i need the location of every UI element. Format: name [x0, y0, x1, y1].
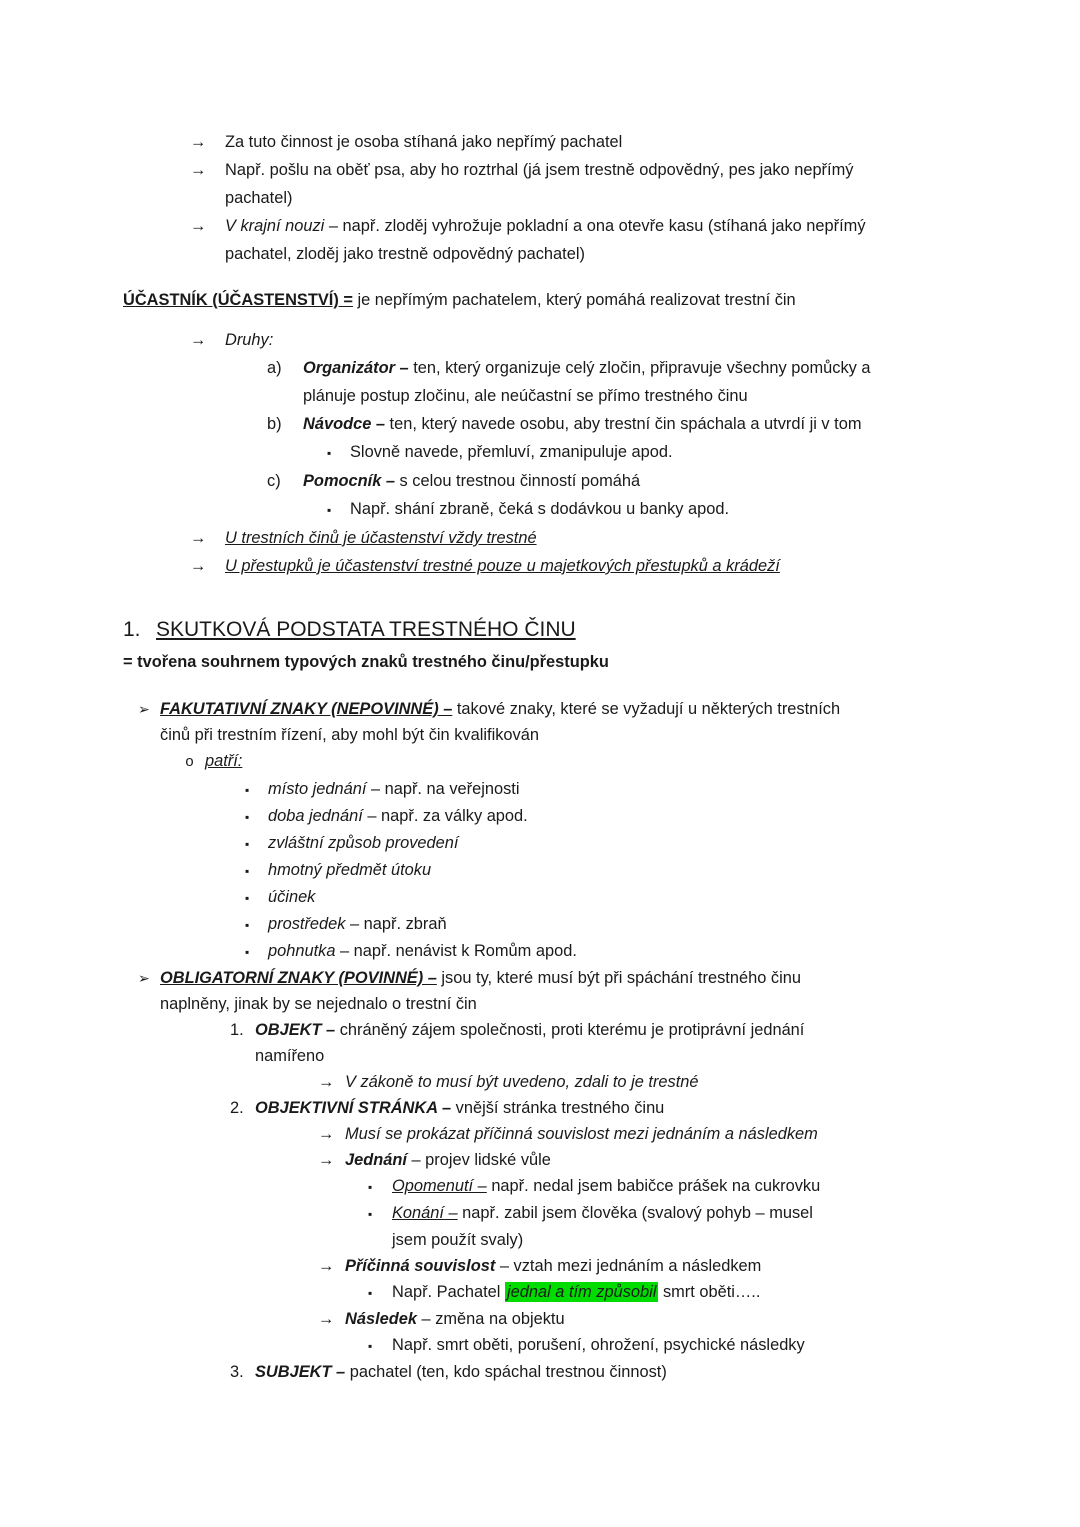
bullet-text: Musí se prokázat příčinná souvislost mezi jednáním a následkem: [345, 1125, 818, 1143]
number-marker: 2.: [230, 1099, 244, 1117]
item-text: činů při trestním řízení, aby mohl být čin kvalifikován: [160, 726, 539, 744]
section-body: [123, 696, 963, 1385]
item-text: OBLIGATORNÍ ZNAKY (POVINNÉ) – jsou ty, které musí být při spáchání trestného činu: [160, 969, 801, 987]
ucastnik-definition: [123, 286, 963, 314]
letter-marker: c): [267, 472, 281, 490]
square-bullet-marker: ▪: [327, 446, 332, 460]
sub-bullet-item: [123, 938, 963, 965]
lettered-item: [123, 354, 963, 382]
znak-item: [123, 965, 963, 991]
item-text: Návodce – ten, který navede osobu, aby trestní čin spáchala a utvrdí ji v tom: [303, 415, 862, 433]
bullet-item: [123, 212, 963, 240]
item-text: OBJEKTIVNÍ STRÁNKA – vnější stránka trestného činu: [255, 1099, 665, 1117]
item-text: Pomocník – s celou trestnou činností pomáhá: [303, 472, 641, 490]
definition-text: ÚČASTNÍK (ÚČASTENSTVÍ) = je nepřímým pachatelem, který pomáhá realizovat trestní čin: [123, 291, 796, 309]
bullet-item: [123, 326, 963, 354]
bullet-item: [123, 1306, 963, 1332]
square-bullet-marker: ▪: [368, 1180, 373, 1194]
sub-bullet-item: [123, 911, 963, 938]
defined-term: FAKUTATIVNÍ ZNAKY (NEPOVINNÉ) –: [160, 700, 453, 718]
arrow-bullet-marker: →: [190, 529, 207, 547]
numbered-item: [123, 1359, 963, 1385]
arrow-bullet-marker: →: [190, 161, 207, 179]
sub-bullet-item: [123, 803, 963, 830]
continuation-line: [123, 1227, 963, 1253]
item-text: Slovně navede, přemluví, zmanipuluje apod.: [350, 443, 673, 461]
section-number: 1.: [123, 618, 141, 641]
bullet-item: [123, 1147, 963, 1173]
item-text: prostředek – např. zbraň: [268, 915, 447, 933]
intro-bullet-list: [123, 128, 963, 268]
section-title: SKUTKOVÁ PODSTATA TRESTNÉHO ČINU: [156, 618, 576, 641]
sub-item: [123, 748, 963, 776]
arrow-bullet-marker: →: [190, 331, 207, 349]
square-bullet-marker: ▪: [368, 1286, 373, 1300]
arrow-bullet-marker: →: [190, 557, 207, 575]
sub-bullet-item: [123, 438, 963, 467]
item-text: účinek: [268, 888, 316, 906]
item-text: hmotný předmět útoku: [268, 861, 432, 879]
defined-term: ÚČASTNÍK (ÚČASTENSTVÍ) =: [123, 291, 353, 309]
square-bullet-marker: ▪: [245, 864, 250, 878]
item-text: jsem použít svaly): [392, 1231, 524, 1249]
section-heading: [123, 613, 963, 646]
continuation-line: [123, 1043, 963, 1069]
znak-item: [123, 696, 963, 722]
highlighted-text: jednal a tím způsobil: [506, 1283, 657, 1301]
item-text: místo jednání – např. na veřejnosti: [268, 780, 520, 798]
square-bullet-marker: ▪: [368, 1207, 373, 1221]
sub-bullet-item: [123, 1200, 963, 1227]
lettered-item: [123, 467, 963, 495]
square-bullet-marker: ▪: [245, 918, 250, 932]
sub-bullet-item: [123, 495, 963, 524]
druhy-list: [123, 326, 963, 580]
arrowhead-bullet-marker: ➢: [138, 970, 150, 986]
bullet-text: V krajní nouzi – např. zloděj vyhrožuje pokladní a ona otevře kasu (stíhaná jako nepřímý: [225, 217, 866, 235]
sub-bullet-item: [123, 830, 963, 857]
item-text: Např. Pachatel jednal a tím způsobil smrt oběti…..: [392, 1283, 761, 1301]
sub-bullet-item: [123, 776, 963, 803]
item-text: OBJEKT – chráněný zájem společnosti, proti kterému je protiprávní jednání: [255, 1021, 805, 1039]
continuation-line: [123, 184, 963, 212]
sub-bullet-item: [123, 884, 963, 911]
bullet-text: pachatel, zloděj jako trestně odpovědný pachatel): [225, 245, 585, 263]
arrow-bullet-marker: →: [318, 1151, 335, 1169]
continuation-line: [123, 991, 963, 1017]
section-subtitle: = tvořena souhrnem typových znaků trestného činu/přestupku: [123, 653, 609, 671]
square-bullet-marker: ▪: [245, 945, 250, 959]
continuation-line: [123, 382, 963, 410]
item-text: Organizátor – ten, který organizuje celý zločin, připravuje všechny pomůcky a: [303, 359, 871, 377]
item-text: Např. shání zbraně, čeká s dodávkou u banky apod.: [350, 500, 730, 518]
sub-bullet-item: [123, 1279, 963, 1306]
bullet-item: [123, 156, 963, 184]
bullet-text: pachatel): [225, 189, 293, 207]
item-text: SUBJEKT – pachatel (ten, kdo spáchal trestnou činnost): [255, 1363, 667, 1381]
bullet-text: U trestních činů je účastenství vždy trestné: [225, 529, 537, 547]
item-text: doba jednání – např. za války apod.: [268, 807, 528, 825]
item-text: pohnutka – např. nenávist k Romům apod.: [268, 942, 577, 960]
arrow-bullet-marker: →: [190, 133, 207, 151]
numbered-item: [123, 1095, 963, 1121]
circle-bullet-marker: o: [185, 754, 195, 771]
bullet-item: [123, 524, 963, 552]
letter-marker: a): [267, 359, 282, 377]
item-text: FAKUTATIVNÍ ZNAKY (NEPOVINNÉ) – takové znaky, které se vyžadují u některých trestních: [160, 700, 841, 718]
square-bullet-marker: ▪: [245, 810, 250, 824]
numbered-item: [123, 1017, 963, 1043]
item-text: Např. smrt oběti, porušení, ohrožení, psychické následky: [392, 1336, 805, 1354]
defined-term: OBLIGATORNÍ ZNAKY (POVINNÉ) –: [160, 969, 437, 987]
item-text: Konání – např. zabil jsem člověka (svalový pohyb – musel: [392, 1204, 813, 1222]
number-marker: 1.: [230, 1021, 244, 1039]
item-text: namířeno: [255, 1047, 325, 1065]
bullet-text: V zákoně to musí být uvedeno, zdali to je trestné: [345, 1073, 699, 1091]
lettered-item: [123, 410, 963, 438]
bullet-text: Příčinná souvislost – vztah mezi jednáním a následkem: [345, 1257, 762, 1275]
item-text: naplněny, jinak by se nejednalo o trestní čin: [160, 995, 477, 1013]
bullet-text: Jednání – projev lidské vůle: [345, 1151, 551, 1169]
bullet-item: [123, 1069, 963, 1095]
sub-bullet-item: [123, 1173, 963, 1200]
item-text: plánuje postup zločinu, ale neúčastní se přímo trestného činu: [303, 387, 748, 405]
square-bullet-marker: ▪: [245, 891, 250, 905]
arrow-bullet-marker: →: [318, 1073, 335, 1091]
bullet-item: [123, 1121, 963, 1147]
arrowhead-bullet-marker: ➢: [138, 701, 150, 717]
sub-bullet-item: [123, 857, 963, 884]
bullet-text: Za tuto činnost je osoba stíhaná jako nepřímý pachatel: [225, 133, 623, 151]
bullet-item: [123, 128, 963, 156]
bullet-text: U přestupků je účastenství trestné pouze u majetkových přestupků a krádeží: [225, 557, 780, 575]
item-text: patří:: [205, 752, 243, 770]
square-bullet-marker: ▪: [327, 503, 332, 517]
item-text: Opomenutí – např. nedal jsem babičce prášek na cukrovku: [392, 1177, 821, 1195]
number-marker: 3.: [230, 1363, 244, 1381]
sub-bullet-item: [123, 1332, 963, 1359]
arrow-bullet-marker: →: [318, 1125, 335, 1143]
arrow-bullet-marker: →: [190, 217, 207, 235]
square-bullet-marker: ▪: [368, 1339, 373, 1353]
bullet-text: Např. pošlu na oběť psa, aby ho roztrhal (já jsem trestně odpovědný, pes jako nepřímý: [225, 161, 854, 179]
bullet-text: Následek – změna na objektu: [345, 1310, 565, 1328]
arrow-bullet-marker: →: [318, 1257, 335, 1275]
bullet-item: [123, 552, 963, 580]
square-bullet-marker: ▪: [245, 837, 250, 851]
bullet-item: [123, 1253, 963, 1279]
continuation-line: [123, 240, 963, 268]
bullet-text: Druhy:: [225, 331, 274, 349]
item-text: zvláštní způsob provedení: [268, 834, 459, 852]
square-bullet-marker: ▪: [245, 783, 250, 797]
letter-marker: b): [267, 415, 282, 433]
arrow-bullet-marker: →: [318, 1310, 335, 1328]
continuation-line: [123, 722, 963, 748]
